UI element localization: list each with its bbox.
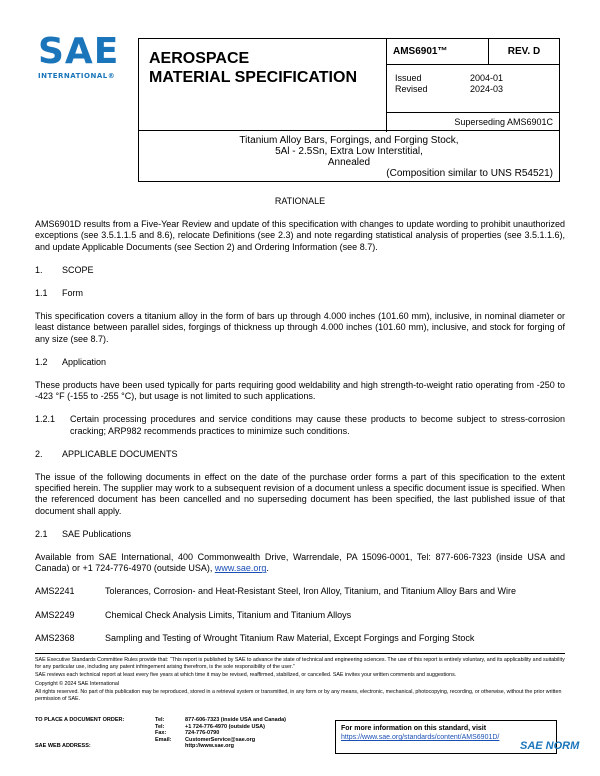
subject-line1: Titanium Alloy Bars, Forgings, and Forging Stock,	[239, 135, 459, 146]
tel-value: +1 724-776-4970 (outside USA)	[185, 723, 265, 730]
footer-paragraph: All rights reserved. No part of this publication may be reproduced, stored in a retrieval system or transmitted, in any form or by any means, electronic, mechanical, photocopying, recording, or otherwise, without the prior written permission of SAE.	[35, 689, 562, 702]
section-number: 2.	[35, 448, 43, 459]
footer-copyright: Copyright © 2024 SAE International	[35, 680, 119, 687]
document-type-title	[139, 39, 387, 132]
period: .	[266, 563, 269, 574]
application-text: These products have been used typically for parts requiring good weldability and high strength-to-weight ratio operating from -250 to -423 °F (-155 to -255 °C), but usage is not limited to such applications.	[35, 380, 565, 402]
logo-subtext: INTERNATIONAL®	[38, 72, 116, 80]
document-reference	[35, 586, 565, 597]
document-title: Chemical Check Analysis Limits, Titanium and Titanium Alloys	[105, 609, 352, 620]
publications-address: Available from SAE International, 400 Commonwealth Drive, Warrendale, PA 15096-0001, Tel: 877-606-7323 (inside USA and Canada) or +1 724-776-4970 (outside USA),	[35, 552, 565, 574]
section-number: 1.2	[35, 356, 48, 367]
section-title: SAE Publications	[62, 528, 132, 539]
tel-value: 877-606-7323 (inside USA and Canada)	[185, 717, 286, 723]
section-title: SCOPE	[62, 264, 94, 275]
section-title: Application	[62, 356, 107, 367]
section-number: 1.1	[35, 288, 48, 299]
section-2-heading	[35, 449, 565, 460]
section-2-1-heading	[35, 529, 565, 540]
superseding-note: Superseding AMS6901C	[454, 117, 553, 127]
section-number: 2.1	[35, 528, 48, 539]
sae-website-link[interactable]: www.sae.org	[214, 563, 267, 574]
document-title: Tolerances, Corrosion- and Heat-Resistant Steel, Iron Alloy, Titanium, and Titanium Alloy Bars and Wire	[105, 586, 517, 597]
rationale-heading: RATIONALE	[274, 196, 326, 206]
issued-date: 2004-01	[470, 73, 504, 83]
subject-line2: 5Al - 2.5Sn, Extra Low Interstitial,	[275, 146, 423, 157]
applicable-documents-text: The issue of the following documents in effect on the date of the purchase order forms a part of this specification to the extent specified herein. The supplier may work to a subsequent revision of a document unless a specific document issue is specified. When the referenced document has been cancelled and no superseding document has been specified, the last published issue of that document shall apply.	[35, 472, 565, 516]
subject-line3: Annealed	[327, 157, 371, 168]
title-line2: MATERIAL SPECIFICATION	[149, 69, 357, 86]
subject-box	[138, 131, 560, 182]
email-label: Email:	[155, 736, 172, 743]
logo-text: SAE	[38, 31, 120, 72]
tel-label: Tel:	[155, 723, 165, 730]
issued-label: Issued	[395, 73, 422, 83]
section-title: APPLICABLE DOCUMENTS	[62, 448, 178, 459]
form-text: This specification covers a titanium alloy in the form of bars up through 4.000 inches (101.60 mm), inclusive, in nominal diameter or least distance between parallel sides, forgings of thickness up through 4.000 inches (101.60 mm), inclusive, and stock for forging of any size (see 8.7).	[35, 311, 565, 344]
sae-logo	[38, 31, 120, 80]
title-line1: AEROSPACE	[149, 50, 250, 67]
section-1-heading	[35, 265, 565, 276]
dates-box	[387, 65, 559, 113]
document-id: AMS2241	[35, 586, 75, 597]
header-box	[138, 38, 560, 131]
web-value: http://www.sae.org	[185, 743, 234, 750]
revised-label: Revised	[395, 84, 428, 94]
tel-label: Tel:	[155, 717, 165, 723]
revision-label: REV. D	[489, 39, 559, 65]
section-title: Form	[62, 288, 83, 299]
section-1-2-heading	[35, 357, 565, 368]
section-text: Certain processing procedures and service conditions may cause these products to become subject to stress-corrosion cracking; ARP982 recommends practices to minimize such conditions.	[70, 414, 565, 436]
document-id: AMS2249	[35, 609, 75, 620]
more-info-heading: For more information on this standard, visit	[341, 725, 487, 732]
standard-link[interactable]: https://www.sae.org/standards/content/AMS6901D/	[341, 734, 500, 741]
document-body	[35, 196, 565, 644]
order-contact-block	[35, 717, 335, 750]
email-value: CustomerService@sae.org	[185, 736, 256, 743]
sae-publications-text	[35, 552, 565, 574]
web-label: SAE WEB ADDRESS:	[35, 743, 91, 750]
section-1-2-1	[35, 414, 565, 436]
rationale-text: AMS6901D results from a Five-Year Review and update of this specification with changes to update wording to prohibit unauthorized exceptions (see 3.5.1.1.5 and 8.6), relocate Definitions (see 2.3) and note regarding statistical analysis of properties (see 3.5.1.1.6), and update Applicable Documents (see Section 2) and Ordering Information (see 8.7).	[35, 219, 565, 252]
composition-note: (Composition similar to UNS R54521)	[386, 168, 553, 179]
document-title: Sampling and Testing of Wrought Titanium Raw Material, Except Forgings and Forging Stock	[105, 632, 475, 643]
revised-date: 2024-03	[470, 84, 504, 94]
fax-value: 724-776-0790	[185, 730, 220, 737]
section-number: 1.2.1	[35, 414, 56, 425]
footer-paragraph: SAE Executive Standards Committee Rules provide that: “This report is published by SAE to advance the state of technical and engineering sciences. The use of this report is entirely voluntary, and its applicability and suitability for any particular use, including any patent infringement arising therefrom, is the sole responsibility of the user.”	[35, 657, 565, 670]
footer-paragraph: SAE reviews each technical report at least every five years at which time it may be revised, reaffirmed, stabilized, or cancelled. SAE invites your written comments and suggestions.	[35, 672, 457, 678]
document-reference	[35, 610, 565, 621]
fax-label: Fax:	[155, 730, 167, 737]
legal-footer	[35, 653, 565, 704]
section-number: 1.	[35, 264, 43, 275]
document-reference	[35, 633, 565, 644]
section-1-1-heading	[35, 288, 565, 299]
document-id: AMS2368	[35, 632, 75, 643]
watermark: SAE NORM	[520, 740, 580, 752]
order-label: TO PLACE A DOCUMENT ORDER:	[35, 717, 125, 723]
document-number: AMS6901™	[387, 39, 489, 65]
